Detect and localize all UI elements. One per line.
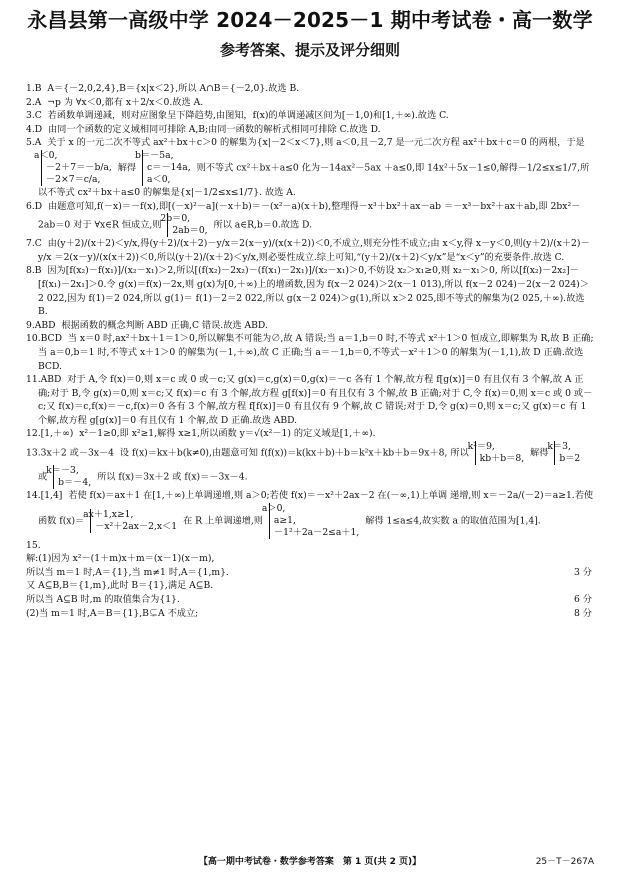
answer-item-12 (26, 427, 594, 441)
answer-number: 15. (26, 539, 41, 551)
answer-text: 解得 (117, 162, 137, 174)
solution-text: 又 A⊆B,B＝{1,m},此时 B＝{1},满足 A⊆B. (26, 580, 214, 592)
answer-number: 8.B (26, 265, 42, 277)
solution-line (26, 593, 594, 607)
system-line: －x²＋2ax－2,x＜1 (95, 520, 178, 532)
system-line: 2b＝0, (160, 213, 191, 225)
answer-text: 根据函数的概念判断 ABD 正确,C 错误.故选 ABD. (61, 319, 268, 331)
system-line: a＞0, (261, 502, 286, 514)
system-line: －2＋7＝－b/a, (46, 161, 112, 173)
footer-page-info: 【高一期中考试卷・数学参考答案 第 1 页(共 2 页)】 (198, 857, 422, 867)
answer-text: ax²＋bx＋c＝0 的两根，于是 (462, 137, 585, 149)
answer-text: 递增,则 x＝－2a/(－2)＝a≥1.若使函数 f(x)＝ (38, 490, 594, 527)
answer-item-6 (26, 200, 594, 238)
system-line: c＝－14a, (147, 161, 191, 173)
answer-item-5 (26, 136, 594, 199)
answer-list (26, 82, 594, 620)
answer-key-subtitle: 参考答案、提示及评分细则 (219, 41, 400, 59)
answer-text: 所以 f(x)＝3x＋2 或 f(x)＝－3x－4. (97, 471, 248, 483)
score-points: 3 分 (574, 566, 592, 578)
solution-text: (2)当 m＝1 时,A＝B＝{1},B⊊A 不成立; (26, 607, 199, 619)
answer-text: x²－1≥0,即 x²≥1,解得 x≥1,所以函数 y＝√(x²－1) 的定义域是[1,＋∞). (79, 428, 376, 440)
answer-text: 在 R 上单调递增,则 (183, 515, 263, 527)
piecewise-function (83, 508, 178, 533)
score-points: 6 分 (574, 594, 592, 606)
answer-text: f(x－2 024)＞2(x－1 013),所以 f(x－2 024)－2(x－2 024)＞2 022,因为 f(1)＝2 024,所以 g(1)＝ (38, 278, 589, 304)
system-line: a≥1, (273, 514, 296, 526)
system-line: －1²＋2a－2≤a＋1, (273, 526, 360, 538)
answer-number: 4.D (26, 123, 43, 135)
answer-item-2 (26, 96, 594, 110)
answer-text: ¬p 为 ∀x＜0,都有 x＋2/x＜0.故选 A. (47, 96, 204, 108)
answer-text: f(1)－2＝2 022,所以 g(x－2 024)＞g(1),所以 x＞2 025,即不等式的解集为(2 025,＋∞).故选 B. (38, 292, 585, 318)
answer-item-15 (26, 539, 594, 621)
answer-number: 2.A (26, 96, 42, 108)
equation-system (547, 441, 581, 465)
system-line: k＝3, (547, 441, 571, 453)
answer-item-7 (26, 237, 594, 264)
answer-item-4 (26, 123, 594, 137)
score-points: 8 分 (574, 607, 592, 619)
answer-text: 关于 x 的一元二次不等式 ax²＋bx＋c＞0 的解集为{x|－2＜x＜7},则 a＜0,且－2,7 是一元二次方程 (47, 137, 460, 149)
page-footer (26, 854, 594, 867)
answer-item-13 (26, 441, 594, 489)
answer-number: 13.3x＋2 或－3x－4 (26, 447, 115, 459)
solution-line (26, 566, 594, 580)
answer-item-3 (26, 109, 594, 123)
answer-number: 11.ABD (26, 374, 62, 386)
footer-code: 25－T－267A (535, 857, 594, 867)
answer-text: 设 f(x)＝kx＋b(k≠0),由题意可知 f(f(x))＝k(kx＋b)＋b＝k²x＋kb＋b＝9x＋8, (119, 447, 448, 459)
answer-text: 若函数单调递减，则对应图象呈下降趋势,由图知，f(x)的单调递减区间为[－1,0)和[1,＋∞).故选 C. (47, 110, 449, 122)
answer-number: 5.A (26, 137, 42, 149)
equation-system (135, 149, 191, 186)
answer-item-14 (26, 489, 594, 539)
answer-item-10 (26, 332, 594, 373)
system-line: b＝－4, (58, 477, 92, 489)
answer-text: 因为[f(x₂)－f(x₁)]/(x₂－x₁)＞2,所以[(f(x₂)－2x₂)－(f(x₁)－2x₁)]/(x₂－x₁)＞0,不妨设 x₂＞x₁≥0,则 x₂－x₁＞0, (47, 265, 498, 277)
equation-system (46, 465, 92, 489)
answer-text: 解得 (530, 447, 549, 459)
system-line: kb＋b＝8, (479, 453, 525, 465)
equation-system (160, 213, 208, 237)
solution-line (26, 607, 594, 621)
answer-text: 故选 A. (264, 186, 296, 198)
answer-number: 14.[1,4] (26, 490, 63, 502)
answer-number: 3.C (26, 110, 42, 122)
solution-line (26, 552, 594, 566)
answer-text: 或 (38, 471, 48, 483)
answer-text: ＝－x³－bx²＋ax＋ab,即 2bx²－2ab＝0 对于 ∀x∈R 恒成立,则 (38, 200, 581, 231)
answer-number: 6.D (26, 200, 43, 212)
answer-text: 对于 A,令 f(x)＝0,则 x＝c 或 0 或－c;又 g(x)＝c,g(x)＝0,g(x)＝－c 各有 1 个解,故方程 f[g(x)]＝0 有且仅有 3 个解,故 A 正确;对于 B,令 g(x)＝0,则 x＝c;又 f(x)＝c 有 3 个解,故方程 g[f(x)]＝0 有且仅有 3 个解,故 B 正确;对于 C,令 f(x)＝0,则 x＝c 或 0 或－c;又 f(x)＝c,f(x)＝－c,f(x)＝0 各有 3 个解,故方程 f[f(x)]＝0 有且仅有 9 个解,故 C 错误;对于 D,令 g(x)＝0,则 x＝c;又 g(x)＝c 有 1 个解,故方程 g[g(x)]＝0 有且仅有 1 个解,故 D 正确.故选 ABD. (38, 374, 593, 426)
system-line: k＝－3, (46, 465, 79, 477)
answer-text: 所以 (450, 447, 469, 459)
system-line: k²＝9, (467, 441, 495, 453)
equation-system (261, 502, 360, 539)
system-line: a＜0, (34, 149, 58, 161)
answer-text: 所以[f(x₂)－2x₂]－[f(x₁)－2x₁]＞0.令 g(x)＝f(x)－2x,则 g(x)为[0,＋∞)上的增函数,因为 (38, 265, 579, 290)
system-line: b＝2 (559, 453, 581, 465)
answer-text: 解得 1≤a≤4,故实数 a 的取值范围为[1,4]. (365, 515, 541, 527)
answer-text: 由(y＋2)/(x＋2)＜y/x,得(y＋2)/(x＋2)－y/x＝2(x－y)/(x(x＋2))＜0,不成立,则充分性不成立;由 x＜y,得 x－y＜0,则(y＋2)/(x＋2)－y/x (38, 238, 590, 263)
answer-text: 当 x＝0 时,ax²＋bx＋1＝1＞0,所以解集不可能为∅,故 A 错误;当 a＝1,b＝0 时,不等式 x²＋1＞0 恒成立,即解集为 R,故 B 正确;当 a＝0,b＝1 时,不等式 x＋1＞0 的解集为(－1,＋∞),故 C 正确;当 a＝－1,b＝0,不等式－x²＋1＞0 的解集为(－1,1),故 D 正确.故选 BCD. (38, 333, 594, 372)
answer-number: 12.[1,＋∞) (26, 428, 74, 440)
answer-text: 则不等式 cx²＋bx＋a≤0 化为－14ax²－5ax (196, 162, 381, 174)
answer-item-11 (26, 373, 594, 427)
solution-line (26, 579, 594, 593)
answer-text: 所以 a∈R,b＝0.故选 D. (213, 219, 313, 231)
system-line: b＝－5a, (135, 149, 174, 161)
answer-number: 10.BCD (26, 333, 62, 345)
answer-item-9 (26, 319, 594, 333)
solution-text: 解:(1)因为 x²－(1＋m)x＋m＝(x－1)(x－m), (26, 553, 215, 565)
equation-system (467, 441, 525, 465)
answer-number: 9.ABD (26, 319, 56, 331)
system-line: 2ab＝0, (172, 225, 208, 237)
answer-number: 7.C (26, 238, 42, 250)
answer-text: 由题意可知,f(－x)＝－f(x),即[(－x)²－a](－x＋b)＝－(x²－a)(x＋b),整理得－x³＋bx²＋ax－ab (47, 200, 442, 212)
solution-text: 所以当 m＝1 时,A＝{1},当 m≠1 时,A＝{1,m}. (26, 566, 229, 578)
system-line: ax＋1,x≥1, (83, 508, 134, 520)
answer-number: 1.B (26, 83, 42, 94)
answer-text: A＝{－2,0,2,4},B＝{x|x＜2},所以 A∩B＝{－2,0}.故选 B. (47, 83, 300, 94)
answer-item-1 (26, 82, 594, 96)
answer-text: ＋a≤0,即 14x²＋5x－1≤0,解得－1/2≤x≤1/7,所以不等式 cx²＋bx＋a≤0 的解集是{x|－1/2≤x≤1/7}. (38, 162, 590, 198)
answer-text: 若使 f(x)＝ax＋1 在[1,＋∞)上单调递增,则 a＞0;若使 f(x)＝－x²＋2ax－2 在(－∞,1)上单调 (68, 490, 448, 502)
system-line: a＜0, (147, 173, 171, 185)
answer-item-8 (26, 264, 594, 318)
answer-text: ＝2(x－y)/(x(x＋2))＜0,所以(y＋2)/(x＋2)＜y/x,则必要性成立.综上可知,“(y＋2)/(x＋2)＜y/x”是“x＜y”的充要条件.故选 C. (54, 251, 565, 263)
equation-system (34, 149, 112, 186)
solution-text: 所以当 A⊆B 时,m 的取值集合为{1}. (26, 594, 180, 606)
answer-text: 由同一个函数的定义域相同可排除 A,B;由同一函数的解析式相同可排除 C.故选 D. (47, 123, 381, 135)
system-line: －2×7＝c/a, (46, 173, 101, 185)
exam-title: 永昌县第一高级中学 2024－2025－1 期中考试卷・高一数学 (27, 8, 593, 32)
